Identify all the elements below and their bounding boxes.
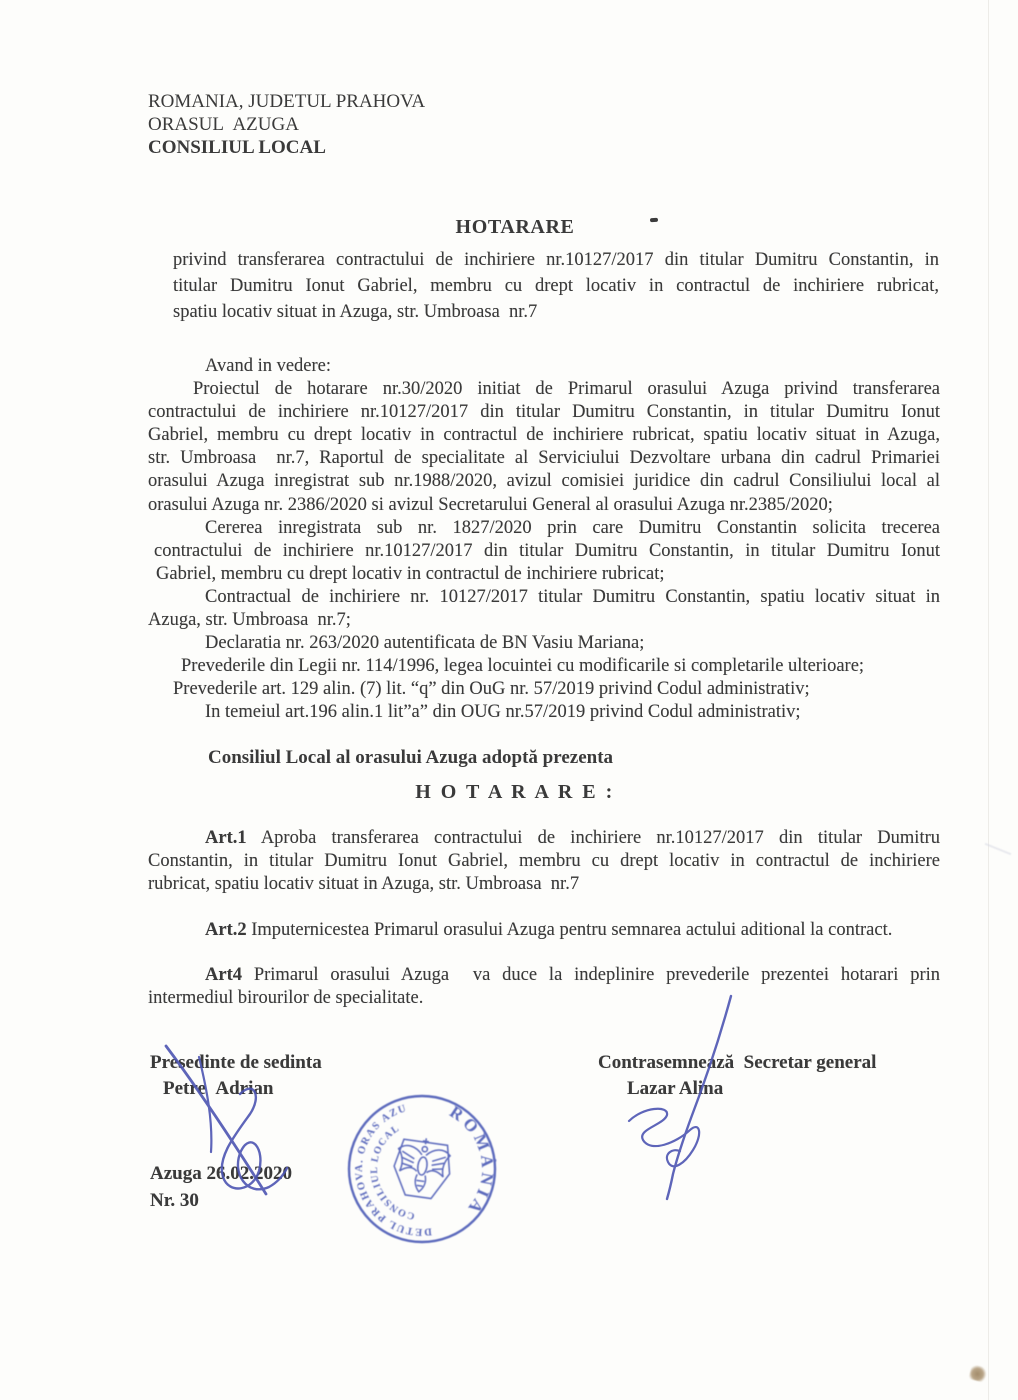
stamp-country-text: ROMÂNIA xyxy=(446,1102,498,1220)
stamp-council-text: CONSILIUL LOCAL xyxy=(368,1122,416,1222)
text-line: orasului Azuga nr. 2386/2020 si avizul Secretarului General al orasului Azuga nr.2385/2020; xyxy=(148,494,833,515)
article-text-line: Art4 Primarul orasului Azuga va duce la indeplinire prevederile prezentei hotarari prin xyxy=(205,965,940,986)
letterhead-council: CONSILIUL LOCAL xyxy=(148,137,326,159)
president-name: Petre Adrian xyxy=(163,1078,274,1099)
article-text-line: Art.2 Imputernicestea Primarul orasului Azuga pentru semnarea actului aditional la contract. xyxy=(205,920,893,941)
text-line: Proiectul de hotarare nr.30/2020 initiat de Primarul orasului Azuga privind transferarea xyxy=(193,379,940,400)
secretary-name: Lazar Alina xyxy=(627,1078,724,1099)
text-line: intermediul birourilor de specialitate. xyxy=(148,988,424,1009)
text-line: Gabriel, membru cu drept locativ in contractul de inchiriere rubricat, spatiu locativ situat in Azuga, xyxy=(148,425,940,446)
letterhead xyxy=(148,90,425,159)
president-role-label: Presedinte de sedinta xyxy=(150,1052,322,1073)
decision-heading: H O T A R A R E : xyxy=(415,781,615,803)
svg-text:JUDETUL PRAHOVA. ORAS AZUGA xyxy=(343,1101,442,1248)
text-line: Declaratia nr. 263/2020 autentificata de BN Vasiu Mariana; xyxy=(205,633,645,654)
article-text-line: Art.1 Aproba transferarea contractului de inchiriere nr.10127/2017 din titular Dumitru xyxy=(205,828,940,848)
scan-artifact-edge-line xyxy=(988,0,989,1400)
text-line: In temeiul art.196 alin.1 lit”a” din OUG nr.57/2019 privind Codul administrativ; xyxy=(205,702,801,723)
scan-artifact-smudge xyxy=(968,1364,988,1383)
text-line: privind transferarea contractului de inchiriere nr.10127/2017 din titular Dumitru Constantin, in xyxy=(173,250,939,270)
document-subtitle xyxy=(173,247,939,325)
preamble-paragraphs xyxy=(148,355,940,725)
secretary-signature-stroke xyxy=(629,1109,699,1167)
text-line: Avand in vedere: xyxy=(205,356,332,376)
place-and-date: Azuga 26.02.2020 xyxy=(150,1163,292,1184)
text-line: contractului de inchiriere nr.10127/2017 din titular Dumitru Constantin, in titular Dumitru Ionut xyxy=(148,402,940,423)
text-line: Prevederile din Legii nr. 114/1996, legea locuintei cu modificarile si completarile ulterioare; xyxy=(181,656,865,677)
adoption-line: Consiliul Local al orasului Azuga adoptă prezenta xyxy=(208,747,614,768)
text-line: rubricat, spatiu locativ situat in Azuga, str. Umbroasa nr.7 xyxy=(148,874,580,895)
document-title: HOTARARE xyxy=(455,216,575,238)
stamp-ring-text-group xyxy=(343,1089,506,1248)
letterhead-city: ORASUL AZUGA xyxy=(148,114,299,136)
text-line: Azuga, str. Umbroasa nr.7; xyxy=(148,610,351,631)
council-stamp xyxy=(338,1085,506,1253)
svg-text:ROMÂNIA xyxy=(444,1097,506,1222)
articles-section xyxy=(148,827,940,1011)
decision-number: Nr. 30 xyxy=(150,1190,199,1211)
secretary-role-label: Contrasemnează Secretar general xyxy=(598,1052,877,1073)
text-line: titular Dumitru Ionut Gabriel, membru cu drept locativ in contractul de inchiriere rubricat, xyxy=(173,276,939,296)
text-line: Contractual de inchiriere nr. 10127/2017 titular Dumitru Constantin, spatiu locativ situat in xyxy=(205,586,940,607)
text-line: contractului de inchiriere nr.10127/2017 din titular Dumitru Constantin, in titular Dumitru Ionut xyxy=(154,540,940,561)
text-line: Prevederile art. 129 alin. (7) lit. “q” din OuG nr. 57/2019 privind Codul administrativ; xyxy=(173,679,810,700)
text-line: Constantin, in titular Dumitru Ionut Gabriel, membru cu drept locativ in contractul de inchiriere xyxy=(148,851,940,872)
letterhead-country: ROMANIA, JUDETUL PRAHOVA xyxy=(148,91,426,112)
text-line: str. Umbroasa nr.7, Raportul de specialitate al Serviciului Dezvoltare urbana din cadrul Primariei xyxy=(148,448,940,469)
text-line: Cererea inregistrata sub nr. 1827/2020 prin care Dumitru Constantin solicita trecerea xyxy=(205,517,940,538)
text-line: Gabriel, membru cu drept locativ in contractul de inchiriere rubricat; xyxy=(156,563,665,584)
coat-of-arms-icon xyxy=(390,1134,454,1200)
text-line: spatiu locativ situat in Azuga, str. Umbroasa nr.7 xyxy=(173,302,538,322)
stamp-region-text: JUDETUL PRAHOVA. ORAS AZUGA xyxy=(353,1102,433,1238)
text-line: orasului Azuga inregistrat sub nr.1988/2020, avizul comisiei juridice din cadrul Consiliului local al xyxy=(148,471,940,492)
